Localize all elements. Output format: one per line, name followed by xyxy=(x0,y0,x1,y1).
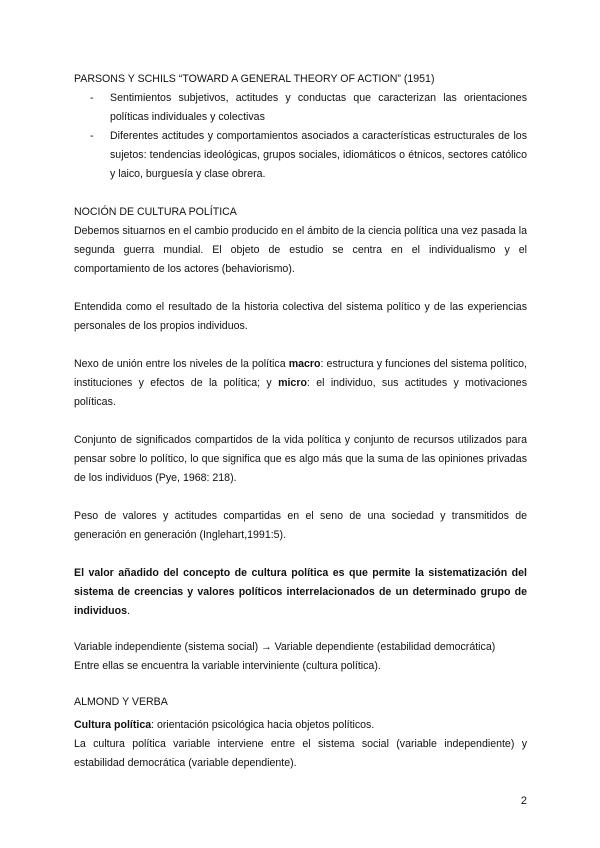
list-item: - Sentimientos subjetivos, actitudes y conductas que caracterizan las orientaciones políticas individuales y colectivas xyxy=(110,89,527,127)
paragraph: Conjunto de significados compartidos de la vida política y conjunto de recursos utilizados para pensar sobre lo político, lo que significa que es algo más que la suma de las opiniones privadas de los individuos (Pye, 1968: 218). xyxy=(74,434,527,484)
list-item: - Diferentes actitudes y comportamientos asociados a características estructurales de los sujetos: tendencias ideológicas, grupos sociales, idiomáticos o étnicos, sectores católico y laico, burguesía y clase obrera. xyxy=(110,127,527,184)
section-heading-parsons: PARSONS Y SCHILS “TOWARD A GENERAL THEORY OF ACTION” (1951) xyxy=(74,73,435,85)
bold-term: macro xyxy=(288,358,321,370)
paragraph: Entendida como el resultado de la historia colectiva del sistema político y de las experiencias personales de los propios individuos. xyxy=(74,301,527,332)
paragraph: Debemos situarnos en el cambio producido en el ámbito de la ciencia política una vez pasada la segunda guerra mundial. El objeto de estudio se centra en el individualismo y el comportamiento de los actores (behaviorismo). xyxy=(74,225,527,275)
text-line: Variable independiente (sistema social) → Variable dependiente (estabilidad democrática) xyxy=(74,641,496,653)
text-run: : estructura y funciones del sistema político, instituciones y efectos de la política; y xyxy=(74,358,528,389)
text-run: : orientación psicológica hacia objetos políticos. xyxy=(151,719,375,731)
paragraph xyxy=(74,355,527,412)
section-heading-nocion: NOCIÓN DE CULTURA POLÍTICA xyxy=(74,206,237,218)
paragraph: Peso de valores y actitudes compartidas en el seno de una sociedad y transmitidos de generación en generación (Inglehart,1991:5). xyxy=(74,510,527,541)
paragraph: La cultura política variable interviene entre el sistema social (variable independiente) y estabilidad democrática (variable dependiente). xyxy=(74,738,527,769)
paragraph xyxy=(74,716,527,735)
paragraph xyxy=(74,638,527,676)
bold-term: micro xyxy=(278,377,307,389)
bold-term: Cultura política xyxy=(74,719,152,731)
bullet-list xyxy=(74,89,527,184)
section-heading-almond: ALMOND Y VERBA xyxy=(74,696,168,708)
text-run: . xyxy=(126,605,130,617)
highlight-paragraph xyxy=(74,564,527,621)
page-number: 2 xyxy=(520,795,527,807)
text-run: Nexo de unión entre los niveles de la política xyxy=(74,358,289,370)
bold-statement: El valor añadido del concepto de cultura política es que permite la sistematización del sistema de creencias y valores políticos interrelacionados de un determinado grupo de individuos xyxy=(74,567,527,617)
text-run: : el individuo, sus actitudes y motivaciones políticas. xyxy=(74,377,527,408)
document-page xyxy=(74,70,527,773)
text-line: Entre ellas se encuentra la variable interviniente (cultura política). xyxy=(74,660,381,672)
